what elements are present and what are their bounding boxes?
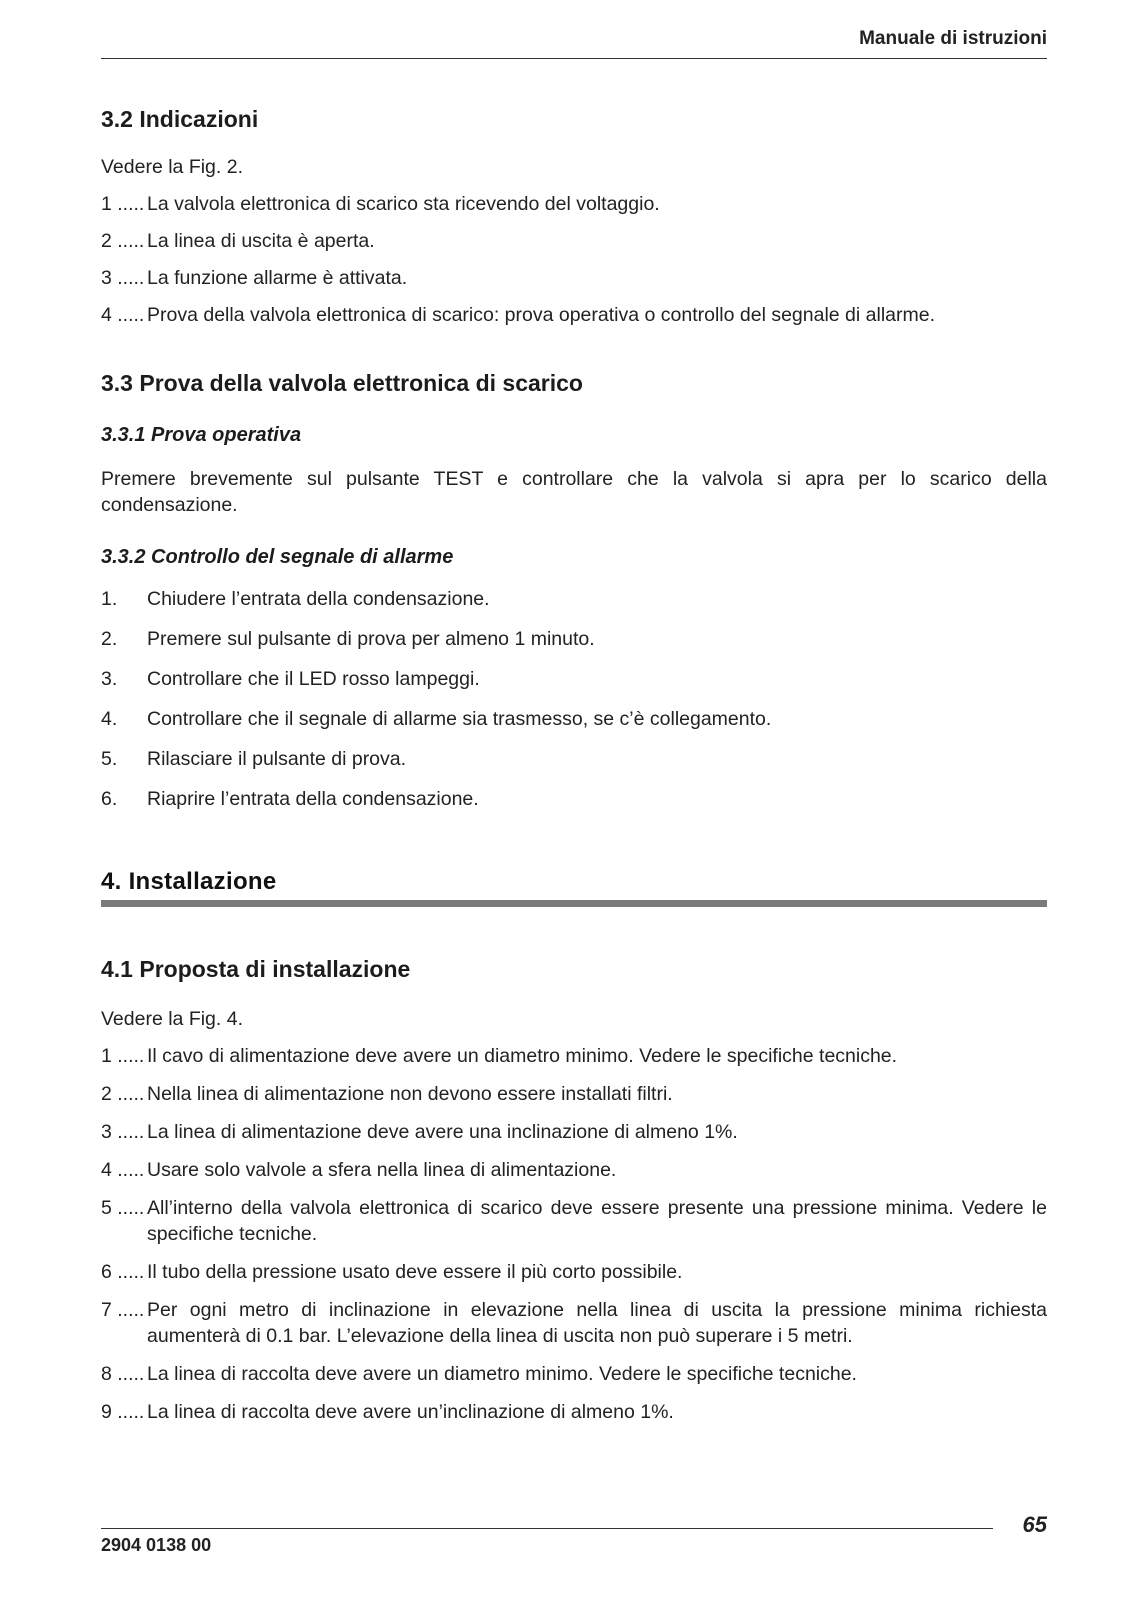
list-item (101, 1297, 1047, 1349)
list-item-number: 4 ..... (101, 1159, 145, 1181)
list-item-number: 1. (101, 588, 118, 610)
list-item-text: Chiudere l’entrata della condensazione. (147, 588, 490, 610)
section-3-3-1-heading: 3.3.1 Prova operativa (101, 424, 302, 446)
list-item-number: 7 ..... (101, 1299, 145, 1321)
page-number: 65 (1022, 1512, 1047, 1537)
chapter-4-heading: 4. Installazione (101, 868, 277, 895)
list-item-text: La linea di raccolta deve avere un diametro minimo. Vedere le specifiche tecniche. (147, 1363, 857, 1385)
list-item-number: 2 ..... (101, 230, 145, 252)
list-item-number: 2 ..... (101, 1083, 145, 1105)
list-item-text: Il cavo di alimentazione deve avere un diametro minimo. Vedere le specifiche tecniche. (147, 1045, 898, 1067)
list-item (101, 302, 1047, 328)
list-item (101, 1399, 1047, 1425)
list-item-text: Per ogni metro di inclinazione in elevazione nella linea di uscita la pressione minima richiesta aumenterà di 0.1 bar. L’elevazione della linea di uscita non può superare i 5 metri. (147, 1299, 1047, 1347)
list-item (101, 1361, 1047, 1387)
list-item (101, 586, 1047, 612)
list-item (101, 228, 1047, 254)
list-item-number: 3. (101, 668, 118, 690)
list-item-text: La linea di uscita è aperta. (147, 230, 375, 252)
list-item-number: 3 ..... (101, 267, 145, 289)
list-item (101, 1259, 1047, 1285)
list-item-text: Nella linea di alimentazione non devono essere installati filtri. (147, 1083, 673, 1105)
list-item-number: 6 ..... (101, 1261, 145, 1283)
list-item-number: 9 ..... (101, 1401, 145, 1423)
list-item-text: La funzione allarme è attivata. (147, 267, 408, 289)
section-3-2-heading: 3.2 Indicazioni (101, 106, 259, 132)
list-item-number: 1 ..... (101, 1045, 145, 1067)
section-3-2-intro: Vedere la Fig. 2. (101, 156, 244, 178)
list-item-text: Il tubo della pressione usato deve essere il più corto possibile. (147, 1261, 683, 1283)
list-item (101, 1043, 1047, 1069)
list-item-text: Usare solo valvole a sfera nella linea di alimentazione. (147, 1159, 617, 1181)
list-item (101, 786, 1047, 812)
list-item (101, 191, 1047, 217)
list-item (101, 666, 1047, 692)
list-item (101, 1081, 1047, 1107)
list-item-text: La valvola elettronica di scarico sta ricevendo del voltaggio. (147, 193, 660, 215)
list-item-text: All’interno della valvola elettronica di scarico deve essere presente una pressione minima. Vedere le specifiche tecniche. (147, 1197, 1047, 1245)
list-item-number: 1 ..... (101, 193, 145, 215)
list-item-text: Premere sul pulsante di prova per almeno 1 minuto. (147, 628, 595, 650)
list-item (101, 626, 1047, 652)
section-3-3-2-heading: 3.3.2 Controllo del segnale di allarme (101, 546, 454, 568)
list-item-text: La linea di alimentazione deve avere una inclinazione di almeno 1%. (147, 1121, 738, 1143)
list-item-number: 8 ..... (101, 1363, 145, 1385)
section-4-1-intro: Vedere la Fig. 4. (101, 1008, 244, 1030)
list-item-text: Controllare che il LED rosso lampeggi. (147, 668, 480, 690)
list-item-text: Prova della valvola elettronica di scarico: prova operativa o controllo del segnale di allarme. (147, 304, 936, 326)
list-item (101, 1195, 1047, 1247)
section-3-3-heading: 3.3 Prova della valvola elettronica di scarico (101, 370, 583, 396)
list-item (101, 265, 1047, 291)
page-header-title: Manuale di istruzioni (859, 28, 1047, 49)
chapter-rule (101, 900, 1047, 907)
footer-document-number: 2904 0138 00 (101, 1535, 212, 1555)
list-item-number: 2. (101, 628, 118, 650)
list-item-text: Controllare che il segnale di allarme sia trasmesso, se c’è collegamento. (147, 708, 772, 730)
footer-rule (101, 1528, 993, 1529)
list-item (101, 746, 1047, 772)
list-item-text: Rilasciare il pulsante di prova. (147, 748, 407, 770)
section-4-1-heading: 4.1 Proposta di installazione (101, 956, 411, 982)
list-item-text: Riaprire l’entrata della condensazione. (147, 788, 479, 810)
list-item-number: 5 ..... (101, 1197, 145, 1219)
list-item (101, 706, 1047, 732)
header-rule (101, 58, 1047, 59)
list-item (101, 1157, 1047, 1183)
list-item-number: 4 ..... (101, 304, 145, 326)
section-3-3-1-body: Premere brevemente sul pulsante TEST e controllare che la valvola si apra per lo scarico della condensazione. (101, 468, 1047, 516)
list-item (101, 1119, 1047, 1145)
list-item-number: 5. (101, 748, 118, 770)
list-item-number: 6. (101, 788, 118, 810)
list-item-number: 4. (101, 708, 118, 730)
list-item-number: 3 ..... (101, 1121, 145, 1143)
list-item-text: La linea di raccolta deve avere un’inclinazione di almeno 1%. (147, 1401, 674, 1423)
